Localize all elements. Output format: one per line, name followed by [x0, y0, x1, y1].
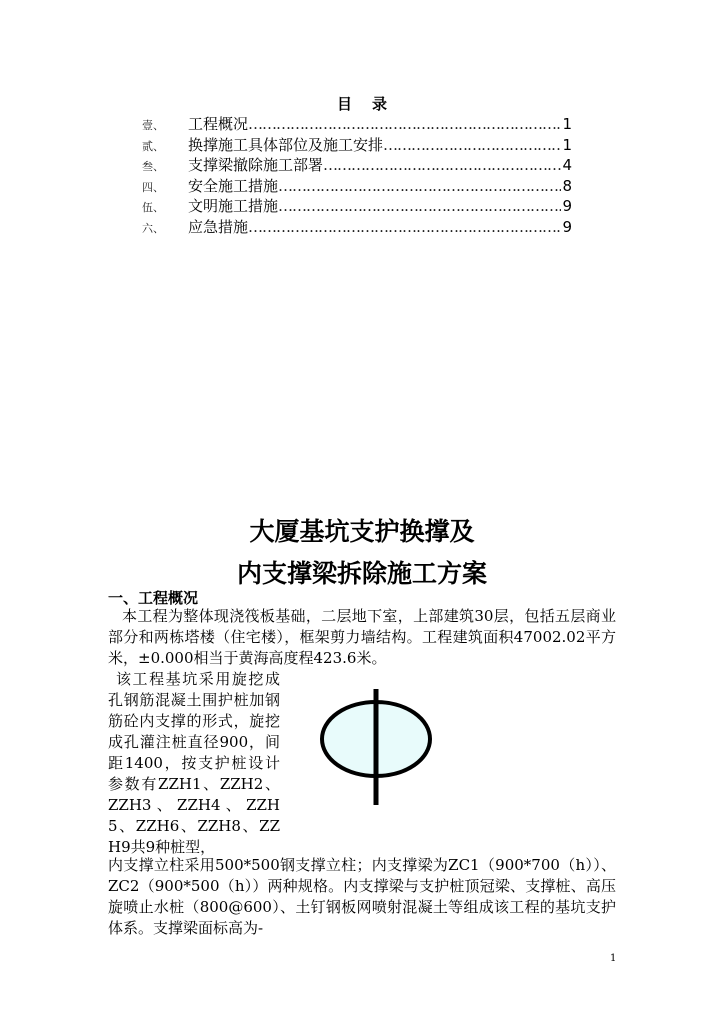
toc-item-label: 安全施工措施 — [188, 176, 279, 195]
toc-item[interactable] — [142, 134, 572, 155]
toc-title-char: 录 — [372, 95, 388, 113]
paragraph-support-structure: 内支撑立柱采用500*500钢支撑立柱；内支撑梁为ZC1（900*700（h））、ZC2（900*500（h））两种规格。内支撑梁与支护桩顶冠梁、支撑桩、高压旋喷止水桩（800@600）、土钉钢板网喷射混凝土等组成该工程的基坑支护体系。支撑梁面标高为- — [108, 856, 616, 937]
toc-item-page: 4 — [562, 156, 572, 175]
toc-leader-dots — [248, 115, 561, 133]
toc-item-number: 叁、 — [142, 160, 164, 174]
document-title-line-1: 大厦基坑支护换撑及 — [249, 517, 475, 546]
toc-item-label: 文明施工措施 — [188, 197, 279, 216]
toc-item[interactable] — [142, 175, 572, 196]
toc-leader-dots — [323, 156, 561, 174]
toc-item-label: 支撑梁撤除施工部署 — [188, 156, 324, 175]
toc-item-label: 换撑施工具体部位及施工安排 — [188, 135, 384, 154]
toc-item-page: 9 — [562, 197, 572, 216]
document-title-line-2: 内支撑梁拆除施工方案 — [236, 559, 487, 588]
toc-item-number: 六、 — [142, 221, 164, 235]
toc-item-number: 贰、 — [142, 139, 164, 153]
toc-title — [0, 93, 724, 114]
toc-item-number: 壹、 — [142, 119, 164, 132]
toc-item[interactable] — [142, 154, 572, 175]
page-number: 1 — [610, 953, 617, 964]
toc-leader-dots — [248, 218, 561, 236]
pile-section-icon — [318, 685, 434, 807]
toc-item[interactable] — [142, 113, 572, 134]
toc-leader-dots — [278, 197, 561, 215]
section-heading: 一、工程概况 — [108, 589, 199, 607]
toc-item-number: 四、 — [142, 180, 164, 194]
toc-item-page: 9 — [562, 217, 572, 236]
paragraph-pile-description: 该工程基坑采用旋挖成孔钢筋混凝土围护桩加钢筋砼内支撑的形式，旋挖成孔灌注桩直径900，间距1400，按支护桩设计参数有ZZH1、ZZH2、ZZH3、ZZH4、ZZH5、ZZH6、ZZH8、ZZH9共9种桩型， — [108, 670, 280, 856]
toc-item-label: 应急措施 — [188, 217, 249, 236]
toc-item-number: 伍、 — [142, 201, 164, 215]
toc-leader-dots — [383, 136, 561, 154]
toc-item-label: 工程概况 — [188, 115, 249, 133]
toc-title-char: 目 — [336, 95, 352, 113]
toc-item-page: 1 — [562, 135, 572, 154]
toc-leader-dots — [278, 177, 561, 195]
paragraph-project-overview: 本工程为整体现浇筏板基础，二层地下室，上部建筑30层，包括五层商业部分和两栋塔楼（住宅楼），框架剪力墙结构。工程建筑面积47002.02平方米，±0.000相当于黄海高度程423.6米。 — [108, 607, 616, 667]
toc-item[interactable] — [142, 195, 572, 216]
toc-item-page: 1 — [562, 115, 572, 133]
toc-item-page: 8 — [562, 176, 572, 195]
table-of-contents — [142, 113, 572, 237]
toc-item[interactable] — [142, 216, 572, 237]
